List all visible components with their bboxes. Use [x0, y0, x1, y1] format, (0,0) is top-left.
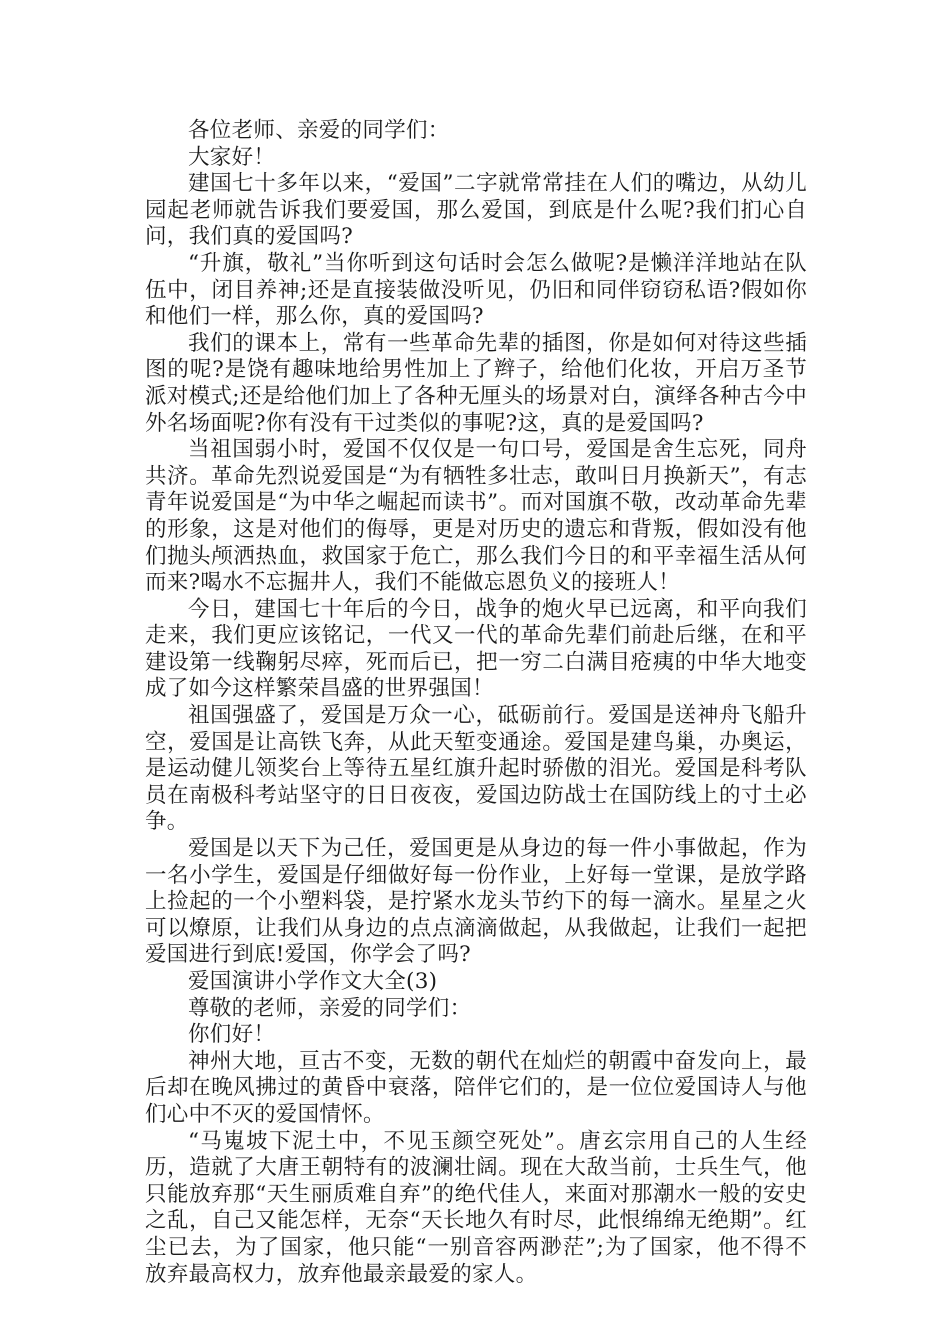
salutation: 尊敬的老师，亲爱的同学们：: [188, 995, 472, 1021]
paragraph: 祖国强盛了，爱国是万众一心，砥砺前行。爱国是送神舟飞船升空，爱国是让高铁飞奔，从此天堑变通途。爱国是建鸟巢，办奥运，是运动健儿领奖台上等待五星红旗升起时骄傲的泪光。爱国是科考队员在南极科考站坚守的日日夜夜，爱国边防战士在国防线上的寸土必争。: [145, 703, 807, 835]
paragraph: 建国七十多年以来，“爱国”二字就常常挂在人们的嘴边，从幼儿园起老师就告诉我们要爱国，那么爱国，到底是什么呢?我们扪心自问，我们真的爱国吗?: [145, 171, 807, 250]
paragraph: 我们的课本上，常有一些革命先辈的插图，你是如何对待这些插图的呢?是饶有趣味地给男性加上了辫子，给他们化妆，开启万圣节派对模式;还是给他们加上了各种无厘头的场景对白，演绎各种古今中外名场面呢?你有没有干过类似的事呢?这，真的是爱国吗?: [145, 330, 807, 436]
document-body: [145, 118, 807, 1288]
greeting: 你们好！: [188, 1022, 276, 1048]
paragraph: 今日，建国七十年后的今日，战争的炮火早已远离，和平向我们走来，我们更应该铭记，一代又一代的革命先辈们前赴后继，在和平建设第一线鞠躬尽瘁，死而后已，把一穷二白满目疮痍的中华大地变成了如今这样繁荣昌盛的世界强国！: [145, 596, 807, 702]
paragraph: “升旗，敬礼”当你听到这句话时会怎么做呢?是懒洋洋地站在队伍中，闭目养神;还是直接装做没听见，仍旧和同伴窃窃私语?假如你和他们一样，那么你，真的爱国吗?: [145, 250, 807, 330]
greeting: 大家好！: [188, 144, 276, 170]
section-title: 爱国演讲小学作文大全(3): [188, 969, 438, 994]
paragraph: “马嵬坡下泥土中，不见玉颜空死处”。唐玄宗用自己的人生经历，造就了大唐王朝特有的波澜壮阔。现在大敌当前，士兵生气，他只能放弃那“天生丽质难自弃”的绝代佳人，来面对那潮水一般的安史之乱，自己又能怎样，无奈“天长地久有时尽，此恨绵绵无绝期”。红尘已去，为了国家，他只能“一别音容两渺茫”;为了国家，他不得不放弃最高权力，放弃他最亲最爱的家人。: [145, 1128, 807, 1287]
paragraph: 爱国是以天下为己任，爱国更是从身边的每一件小事做起，作为一名小学生，爱国是仔细做好每一份作业，上好每一堂课，是放学路上捡起的一个小塑料袋，是拧紧水龙头节约下的每一滴水。星星之火可以燎原，让我们从身边的点点滴滴做起，从我做起，让我们一起把爱国进行到底!爱国，你学会了吗?: [145, 836, 807, 968]
paragraph: 神州大地，亘古不变，无数的朝代在灿烂的朝霞中奋发向上，最后却在晚风拂过的黄昏中衰落，陪伴它们的，是一位位爱国诗人与他们心中不灭的爱国情怀。: [145, 1048, 807, 1127]
paragraph: 当祖国弱小时，爱国不仅仅是一句口号，爱国是舍生忘死，同舟共济。革命先烈说爱国是“为有牺牲多壮志，敢叫日月换新天”，有志青年说爱国是“为中华之崛起而读书”。而对国旗不敬，改动革命先辈的形象，这是对他们的侮辱，更是对历史的遗忘和背叛，假如没有他们抛头颅洒热血，救国家于危亡，那么我们今日的和平幸福生活从何而来?喝水不忘掘井人，我们不能做忘恩负义的接班人！: [145, 437, 807, 596]
salutation: 各位老师、亲爱的同学们：: [188, 118, 450, 143]
